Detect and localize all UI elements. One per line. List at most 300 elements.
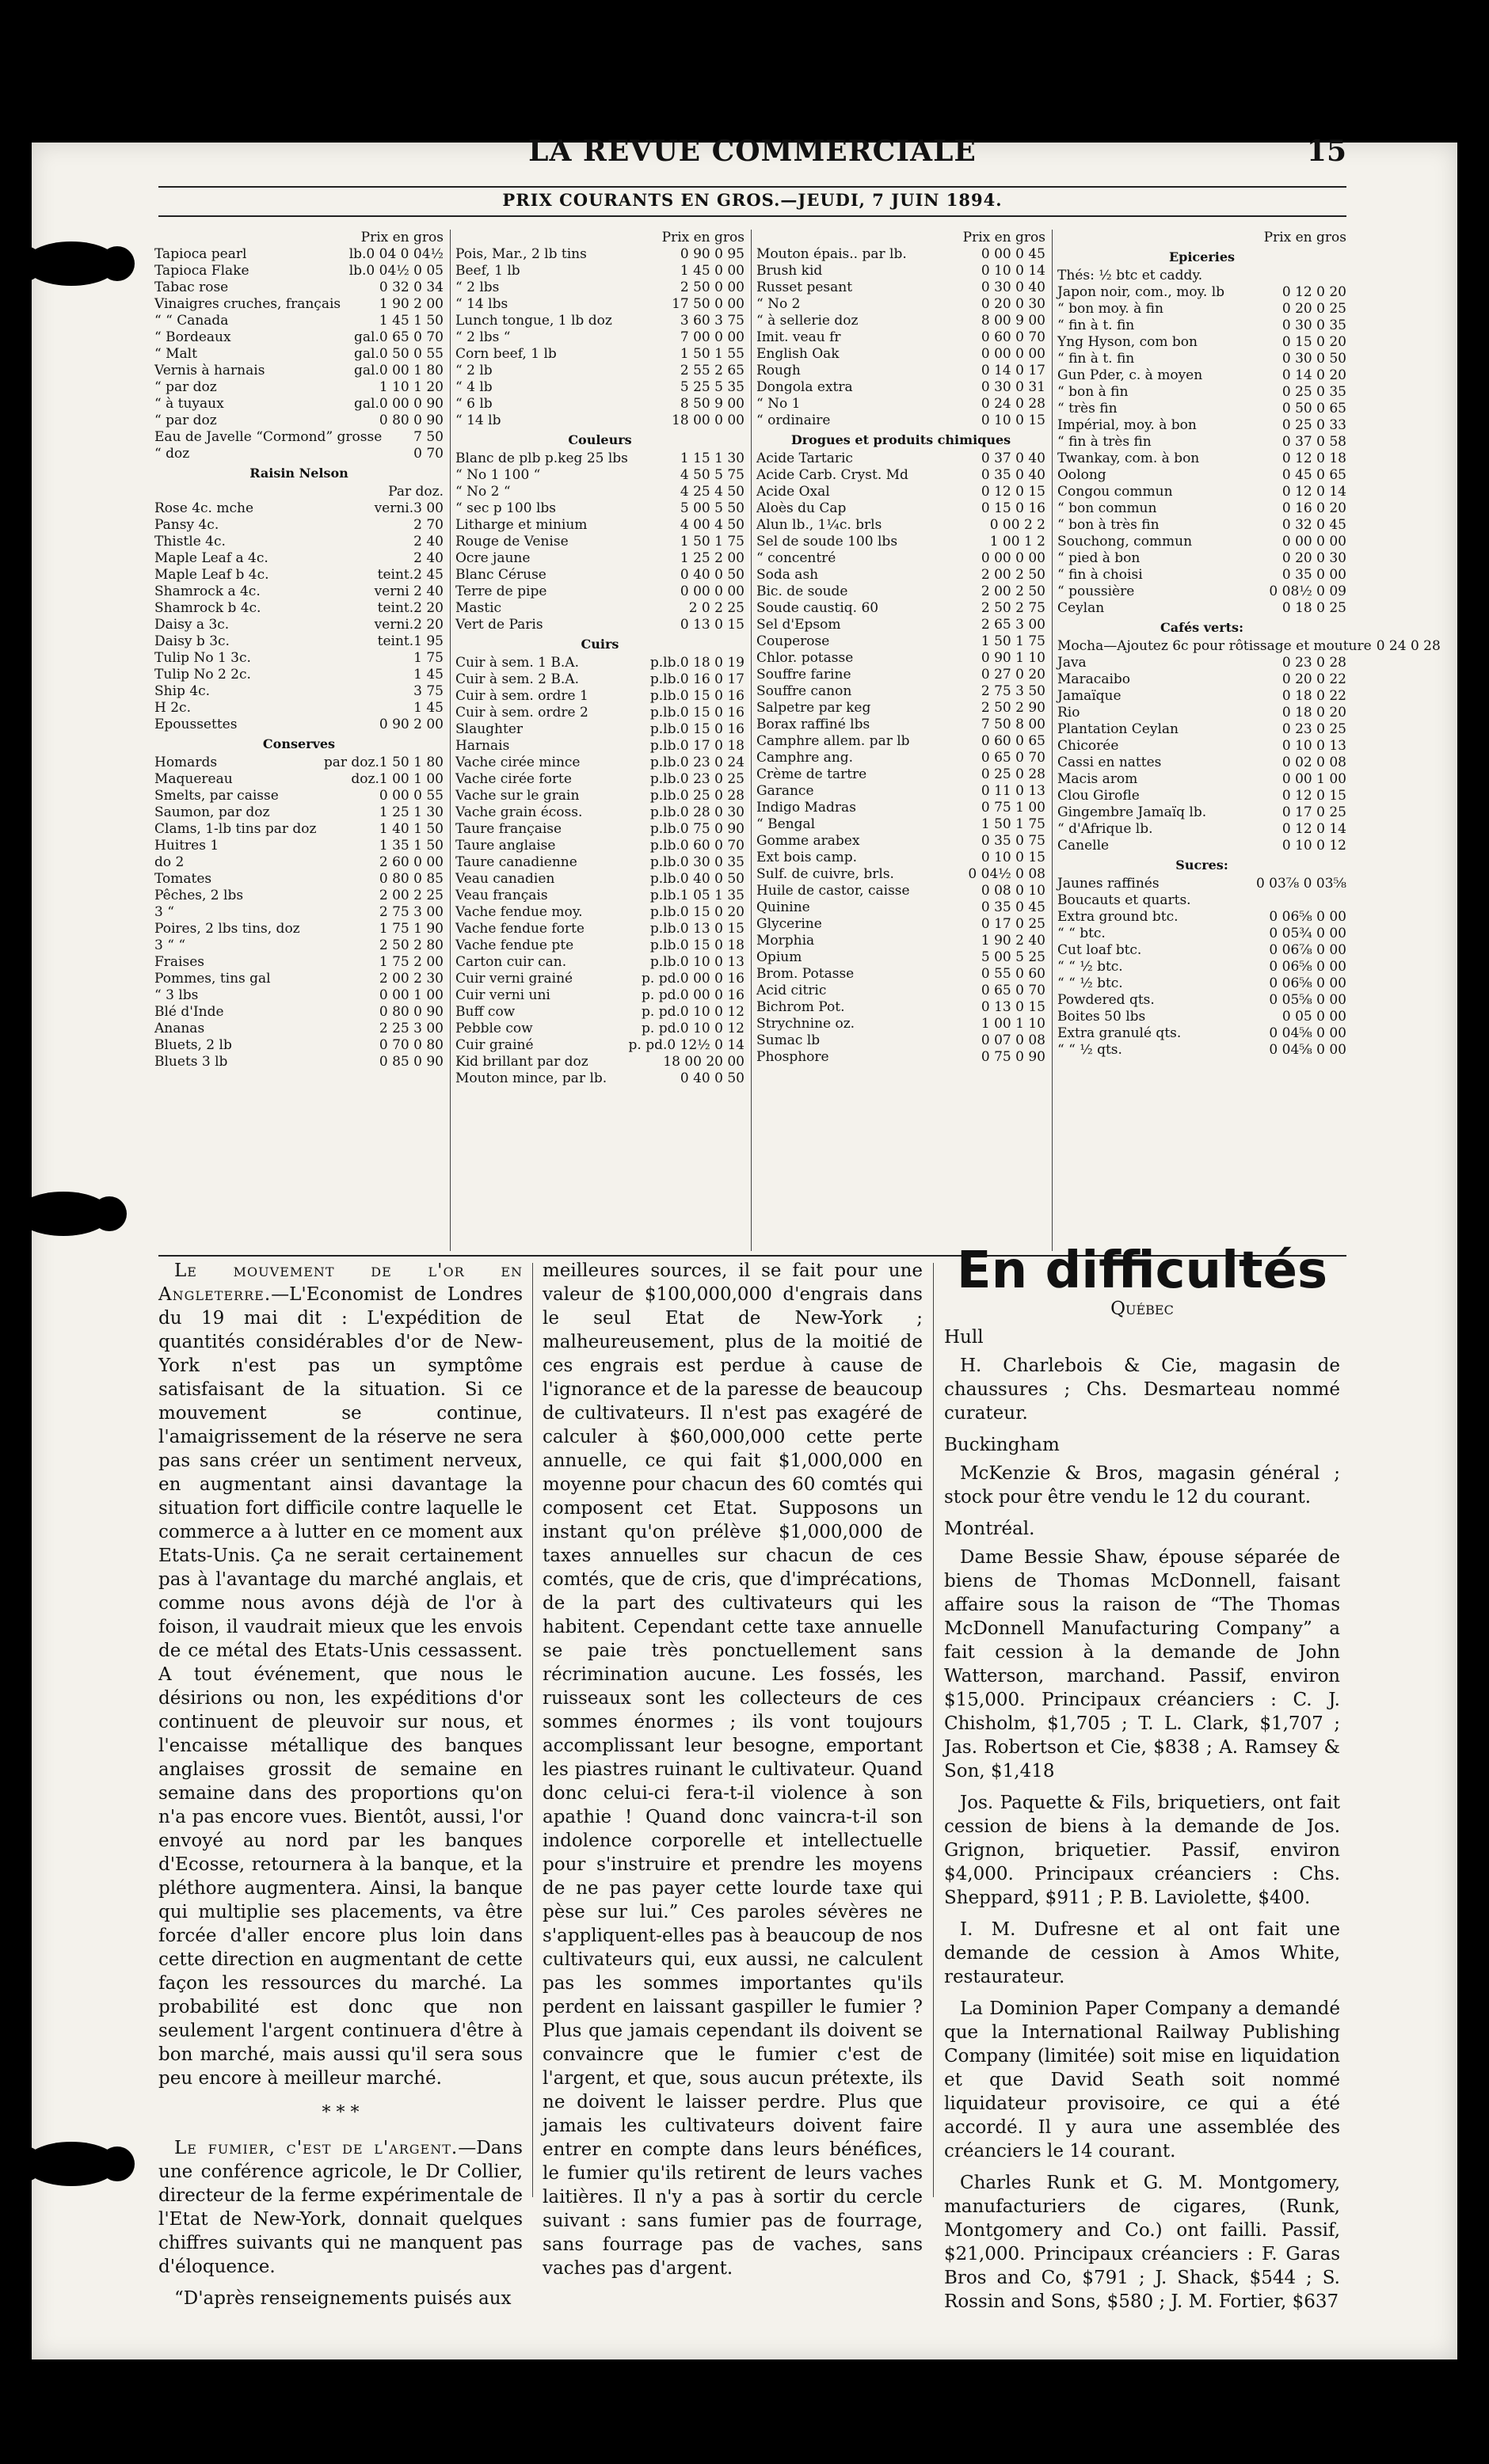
price-item-value: 0 65 0 70 [981, 983, 1045, 998]
price-item-name: Chlor. potasse [756, 650, 854, 666]
price-row [154, 788, 444, 804]
price-item-value: 0 80 0 90 [379, 1004, 444, 1020]
price-row [154, 263, 444, 279]
price-item-name: Indigo Madras [756, 800, 856, 816]
price-item-value: 0 70 [413, 446, 444, 462]
price-row [1057, 771, 1346, 788]
price-item-value: 0 70 0 80 [379, 1037, 444, 1053]
price-item-value: 17 50 0 00 [672, 296, 744, 312]
price-item-value: p.lb.0 28 0 30 [649, 804, 744, 820]
price-item-name: Vache grain écoss. [455, 804, 583, 820]
price-row [455, 688, 744, 705]
price-column-header: Prix en gros [360, 230, 444, 245]
price-item-name: Cut loaf btc. [1057, 942, 1142, 958]
price-item-value: 2 00 2 25 [379, 888, 444, 903]
price-item-name: Taure française [455, 821, 562, 837]
section-stars: * * * [322, 2103, 360, 2123]
price-row [455, 771, 744, 788]
price-item-name: “ 6 lb [455, 396, 493, 412]
price-item-name: Twankay, com. à bon [1057, 451, 1200, 466]
price-item-value: 0 12 0 20 [1281, 284, 1346, 300]
price-row [756, 683, 1045, 700]
price-item-name: “ “ ½ qts. [1057, 1042, 1122, 1058]
price-item-value: 0 12 0 15 [981, 484, 1045, 500]
price-item-name: Jamaïque [1057, 688, 1122, 704]
price-item-value: 2 40 [413, 550, 444, 566]
price-item-value: 0 24 0 28 [1376, 638, 1441, 654]
price-item-value: 2 75 3 00 [379, 904, 444, 920]
price-item-value: 0 80 0 90 [379, 413, 444, 428]
price-item-name: Daisy a 3c. [154, 617, 230, 633]
price-item-name: Tabac rose [154, 279, 229, 295]
price-item-value: 0 12 0 14 [1281, 821, 1346, 837]
price-row [1057, 517, 1346, 534]
price-item-name: English Oak [756, 346, 840, 362]
price-row [1057, 484, 1346, 500]
price-row [455, 467, 744, 484]
price-row [1057, 318, 1346, 334]
price-item-name: Extra ground btc. [1057, 909, 1179, 925]
price-item-value: 1 90 2 40 [981, 933, 1045, 949]
price-item-value: 0 35 0 75 [981, 833, 1045, 849]
price-item-value: 0 18 0 25 [1281, 600, 1346, 616]
price-row [154, 446, 444, 462]
price-row [1057, 284, 1346, 301]
price-item-name: Blanc de plb p.keg 25 lbs [455, 451, 628, 466]
price-row [1057, 705, 1346, 721]
price-item-name: Vache fendue moy. [455, 904, 583, 920]
price-item-name: Sel d'Epsom [756, 617, 841, 633]
price-section-title: Couleurs [568, 432, 632, 447]
price-item-name: “ par doz [154, 379, 217, 395]
price-item-name: Acid citric [756, 983, 827, 998]
price-item-value: 2 55 2 65 [680, 363, 744, 378]
price-item-value: 0 16 0 20 [1281, 500, 1346, 516]
price-item-value: p.lb.0 15 0 16 [649, 688, 744, 704]
price-item-value: p.lb.0 40 0 50 [649, 871, 744, 887]
price-item-name: Gingembre Jamaïq lb. [1057, 804, 1207, 820]
price-row [154, 771, 444, 788]
price-item-value: 2 50 0 00 [680, 279, 744, 295]
price-item-name: “ 2 lb [455, 363, 493, 378]
article-manure-body: —Dans une conférence agricole, le Dr Collier, directeur de la ferme expérimentale de l'Etat de New-York, donnait quelques chiffres suivants qui ne manquent pas d'éloquence. [158, 2138, 523, 2277]
price-item-value: 0 85 0 90 [379, 1054, 444, 1070]
price-row [1057, 788, 1346, 804]
article-gold-body: —L'Economist de Londres du 19 mai dit : L'expédition de quantités considérables d'or de New-York n'est pas un symptôme satisfaisant de la situation. Si ce mouvement se continue, l'amaigrissement de la réserve ne sera pas sans créer un sentiment nerveux, en augmentant ainsi davantage la situation fort difficile contre laquelle le commerce a à lutter en ce moment aux Etats-Unis. Ça ne serait certainement pas à l'avantage du marché anglais, et comme nous avons déjà de l'or à foison, il vaudrait mieux que les envois de ce métal des Etats-Unis cessassent. A tout événement, que nous le désirions ou non, les expéditions d'or continuent de pleuvoir sur nous, et l'encaisse métallique des banques anglaises grossit de semaine en semaine dans des proportions qu'on n'a pas encore vues. Bientôt, aussi, l'or envoyé au nord par les banques d'Ecosse, retournera à la banque, et la pléthore augmentera. Ainsi, la banque qui multiplie ses placements, va être forcée d'aller encore plus loin dans cette direction en augmentant de cette façon les ressources du marché. La probabilité est donc que non seulement l'argent continuera d'être à bon marché, mais aussi qu'il sera sous peu encore à meilleur marché. [158, 1284, 523, 2089]
price-item-value: 0 60 0 65 [981, 733, 1045, 749]
price-item-value: 5 00 5 25 [981, 949, 1045, 965]
price-row [154, 584, 444, 600]
price-row [455, 363, 744, 379]
price-item-name: Cuir grainé [455, 1037, 534, 1053]
price-item-value: 1 25 2 00 [680, 550, 744, 566]
price-row [756, 667, 1045, 683]
price-item-value: 0 90 1 10 [981, 650, 1045, 666]
price-item-value: lb.0 04 0 04½ [348, 246, 444, 262]
price-row [756, 534, 1045, 550]
price-item-name: Ceylan [1057, 600, 1105, 616]
price-item-name: Tapioca pearl [154, 246, 247, 262]
price-item-name: Taure anglaise [455, 838, 556, 854]
price-item-name: Cassi en nattes [1057, 755, 1162, 770]
price-item-name: Maracaibo [1057, 671, 1131, 687]
price-item-value: verni 2 40 [374, 584, 444, 599]
price-item-name: H 2c. [154, 700, 191, 716]
price-item-name: Cuir à sem. 1 B.A. [455, 655, 579, 671]
price-item-value: 0 25 0 35 [1281, 384, 1346, 400]
article-manure-continued [543, 1259, 923, 2288]
price-row [756, 916, 1045, 933]
price-item-name: Pommes, tins gal [154, 971, 271, 987]
price-item-value: p.lb.0 15 0 18 [649, 937, 744, 953]
price-row [154, 246, 444, 263]
price-item-value: 2 50 2 90 [981, 700, 1045, 716]
price-item-name: Vache cirée mince [455, 755, 581, 770]
price-item-value: 0 50 0 65 [1281, 401, 1346, 416]
price-item-name: “ bon à fin [1057, 384, 1129, 400]
price-item-value: p.lb.0 16 0 17 [649, 671, 744, 687]
page-title: LA REVUE COMMERCIALE [528, 135, 977, 168]
price-item-name: Kid brillant par doz [455, 1054, 588, 1070]
price-item-name: “ 3 lbs [154, 987, 199, 1003]
price-item-name: Powdered qts. [1057, 992, 1155, 1008]
price-item-value: 2 50 2 80 [379, 937, 444, 953]
price-item-value: p.lb.1 05 1 35 [649, 888, 744, 903]
price-row [756, 346, 1045, 363]
price-item-value: p.lb.0 30 0 35 [649, 854, 744, 870]
price-item-value: 0 00 0 00 [1281, 534, 1346, 549]
price-item-name: Tomates [154, 871, 212, 887]
price-item-value: 5 00 5 50 [680, 500, 744, 516]
price-row [756, 550, 1045, 567]
price-row [455, 600, 744, 617]
price-item-value: 0 03⅞ 0 03⅝ [1255, 876, 1346, 892]
price-row [154, 971, 444, 987]
price-item-name: Ext bois camp. [756, 850, 857, 865]
price-item-name [154, 484, 383, 500]
price-row [1057, 1025, 1346, 1042]
price-item-name: Japon noir, com., moy. lb [1057, 284, 1225, 300]
price-item-name: “ par doz [154, 413, 217, 428]
price-item-value: p.lb.0 75 0 90 [649, 821, 744, 837]
price-row [1057, 1009, 1346, 1025]
price-item-value: 0 10 0 13 [1281, 738, 1346, 754]
difficultes-column [944, 1242, 1340, 2321]
price-item-value: 0 20 0 30 [1281, 550, 1346, 566]
price-item-name: “ “ ½ btc. [1057, 975, 1123, 991]
price-item-name: “ 14 lbs [455, 296, 508, 312]
price-item-value: 4 50 5 75 [680, 467, 744, 483]
price-item-value: 3 75 [413, 683, 444, 699]
price-item-value: 2 00 2 50 [981, 567, 1045, 583]
price-item-value: 0 32 0 34 [379, 279, 444, 295]
price-item-name: “ Bengal [756, 816, 816, 832]
page-header [158, 127, 1346, 182]
price-item-name: “ No 2 [756, 296, 801, 312]
price-item-value: p. pd.0 10 0 12 [642, 1004, 744, 1020]
price-item-name: Camphre ang. [756, 750, 854, 766]
price-item-name: Crème de tartre [756, 766, 867, 782]
price-item-value: 0 20 0 22 [1281, 671, 1346, 687]
difficultes-city: Hull [944, 1327, 984, 1348]
price-section-title: Epiceries [1168, 249, 1236, 264]
price-row [154, 888, 444, 904]
price-item-value: 1 00 1 2 [989, 534, 1045, 549]
price-item-name: Gun Pder, c. à moyen [1057, 367, 1203, 383]
price-row [756, 296, 1045, 313]
price-row [455, 329, 744, 346]
difficultes-entry: La Dominion Paper Company a demandé que la International Railway Publishing Company (limitée) soit mise en liquidation et que David Seath soit nommé liquidateur provisoire, ce qui a été accordé. Il y aura une assemblée des créanciers le 14 courant. [944, 1998, 1340, 2162]
price-item-name: “ fin à très fin [1057, 434, 1152, 450]
price-item-name: Tapioca Flake [154, 263, 249, 279]
price-row [154, 617, 444, 633]
price-item-name: “ bon moy. à fin [1057, 301, 1163, 317]
price-item-value: p.lb.0 18 0 19 [649, 655, 744, 671]
price-item-name: Chicorée [1057, 738, 1119, 754]
price-item-value: 2 65 3 00 [981, 617, 1045, 633]
price-row [1057, 975, 1346, 992]
price-item-name: Java [1057, 655, 1087, 671]
price-item-value: 1 50 1 75 [981, 633, 1045, 649]
price-item-value: 0 40 0 50 [680, 1070, 744, 1086]
article-manure-lead: “D'après renseignements puisés aux [174, 2288, 512, 2309]
price-row [154, 821, 444, 838]
price-row [1057, 451, 1346, 467]
price-item-name: “ ordinaire [756, 413, 831, 428]
price-row [756, 983, 1045, 999]
price-row [154, 567, 444, 584]
article-gold-column [158, 1259, 523, 2318]
price-item-value: 0 80 0 85 [379, 871, 444, 887]
price-item-name: “ fin à t. fin [1057, 318, 1135, 333]
price-item-value: 0 35 0 00 [1281, 567, 1346, 583]
price-item-value: 7 00 0 00 [680, 329, 744, 345]
price-item-name: Pêches, 2 lbs [154, 888, 244, 903]
price-row [1057, 909, 1346, 926]
price-item-value: 0 20 0 30 [981, 296, 1045, 312]
price-item-value: 0 75 0 90 [981, 1049, 1045, 1065]
price-item-name: “ à tuyaux [154, 396, 224, 412]
price-row [1057, 268, 1346, 284]
price-item-value: 1 40 1 50 [379, 821, 444, 837]
price-item-value: 0 25 0 33 [1281, 417, 1346, 433]
price-item-value: 4 25 4 50 [680, 484, 744, 500]
price-row [154, 854, 444, 871]
price-row [1057, 926, 1346, 942]
price-row [154, 363, 444, 379]
price-item-value: p.lb.0 15 0 16 [649, 705, 744, 721]
price-row [455, 296, 744, 313]
price-item-value: 0 00 0 55 [379, 788, 444, 804]
price-item-name: Buff cow [455, 1004, 516, 1020]
article-manure-continued-text: meilleures sources, il se fait pour une valeur de $100,000,000 d'engrais dans le seul Etat de New-York ; malheureusement, plus de la moitié de ces engrais est perdue à cause de l'ignorance et de la paresse de beaucoup de cultivateurs. Il n'est pas exagéré de calculer à $60,000,000 cette perte annuelle, ce qui fait $1,000,000 en moyenne pour chacun des 60 comtés qui composent cet Etat. Supposons un instant qu'on prélève $1,000,000 de taxes annuelles sur chacun de ces comtés, que de cris, que d'imprécations, de la part des cultivateurs qui les habitent. Cependant cette taxe annuelle se paie très ponctuellement sans récrimination aucune. Les fossés, les ruisseaux sont les collecteurs de ces sommes énormes ; ils vont toujours accomplissant leur besogne, emportant les piastres ruinant le cultivateur. Quand donc celui-ci fera-t-il violence à son apathie ! Quand donc vaincra-t-il son indolence corporelle et intellectuelle pour s'instruire et prendre les moyens de ne pas payer cette lourde taxe qui pèse sur lui.” Ces paroles sévères ne s'appliquent-elles pas à beaucoup de nos cultivateurs qui, eux aussi, ne calculent pas les sommes importantes qu'ils perdent en laissant gaspiller le fumier ? Plus que jamais cependant ils doivent se convaincre que le fumier c'est de l'argent, et que, sous aucun prétexte, ils ne doivent le laisser perdre. Plus que jamais les cultivateurs doivent faire entrer en compte dans leurs bénéfices, le fumier qu'ils retirent de leurs vaches laitières. Il n'y a pas à sortir du cercle suivant : sans fumier pas de fourrage, sans fourrage pas de vaches, sans vaches pas d'argent. [543, 1261, 923, 2279]
price-item-name: Vache cirée forte [455, 771, 572, 787]
price-row [756, 1016, 1045, 1032]
price-item-name: Fraises [154, 954, 205, 970]
price-row [1057, 567, 1346, 584]
price-item-value: 0 25 0 28 [981, 766, 1045, 782]
price-item-value: 1 45 [413, 700, 444, 716]
price-row [756, 413, 1045, 429]
price-row [1057, 838, 1346, 854]
price-row [154, 683, 444, 700]
price-item-value: gal.0 65 0 70 [354, 329, 444, 345]
price-item-value: 0 75 1 00 [981, 800, 1045, 816]
price-row [154, 534, 444, 550]
price-item-name: Impérial, moy. à bon [1057, 417, 1197, 433]
price-item-value: 1 50 1 75 [981, 816, 1045, 832]
price-item-name: “ 2 lbs “ [455, 329, 511, 345]
price-row [756, 700, 1045, 717]
price-item-value [1342, 892, 1346, 909]
price-row [154, 1004, 444, 1021]
price-row [455, 279, 744, 296]
price-item-value: 0 90 0 95 [680, 246, 744, 262]
price-item-name: Mouton épais.. par lb. [756, 246, 907, 262]
price-row [1057, 334, 1346, 351]
price-row [455, 971, 744, 987]
price-row [154, 313, 444, 329]
price-item-value: 3 60 3 75 [680, 313, 744, 329]
price-row [455, 1037, 744, 1054]
price-item-value: 0 14 0 17 [981, 363, 1045, 378]
price-item-name: Bic. de soude [756, 584, 848, 599]
price-item-value: 0 04⅝ 0 00 [1269, 1025, 1346, 1041]
price-row [756, 313, 1045, 329]
price-item-value: 0 60 0 70 [981, 329, 1045, 345]
price-row [1057, 301, 1346, 318]
price-row [455, 413, 744, 429]
price-item-value: 1 90 2 00 [379, 296, 444, 312]
price-row [1057, 892, 1346, 909]
price-column-4 [1057, 230, 1441, 1251]
price-row [1057, 671, 1346, 688]
price-item-name: “ “ Canada [154, 313, 229, 329]
price-item-value: 0 05⅝ 0 00 [1269, 992, 1346, 1008]
price-item-name: “ Malt [154, 346, 197, 362]
price-item-name: Litharge et minium [455, 517, 588, 533]
price-item-name: Brush kid [756, 263, 823, 279]
price-row [455, 954, 744, 971]
price-column-1 [154, 230, 444, 1251]
price-item-value: p. pd.0 00 0 16 [642, 971, 744, 987]
price-item-name: Camphre allem. par lb [756, 733, 910, 749]
price-row [1057, 584, 1346, 600]
price-row [154, 937, 444, 954]
price-item-value: 18 00 20 00 [663, 1054, 744, 1070]
price-item-value: 1 75 [413, 650, 444, 666]
header-rule [158, 186, 1346, 188]
price-item-name: Pebble cow [455, 1021, 533, 1036]
price-item-value: 0 05 0 00 [1281, 1009, 1346, 1025]
price-row [756, 883, 1045, 899]
price-row [1057, 1042, 1346, 1059]
price-row [154, 396, 444, 413]
price-row [756, 816, 1045, 833]
column-divider [532, 1263, 533, 2197]
price-item-name: Glycerine [756, 916, 822, 932]
price-item-name: “ fin à t. fin [1057, 351, 1135, 367]
price-item-name: “ No 2 “ [455, 484, 511, 500]
price-item-value: 1 75 1 90 [379, 921, 444, 937]
price-row [1057, 500, 1346, 517]
price-item-name: Vert de Paris [455, 617, 543, 633]
price-row [154, 838, 444, 854]
price-row [154, 755, 444, 771]
price-row [154, 1037, 444, 1054]
price-item-name: Slaughter [455, 721, 524, 737]
price-row [756, 717, 1045, 733]
price-row [756, 584, 1045, 600]
price-row [455, 246, 744, 263]
price-item-name: Cuir à sem. ordre 1 [455, 688, 588, 704]
price-item-name: Saumon, par doz [154, 804, 270, 820]
price-row [154, 904, 444, 921]
price-item-value: 0 90 2 00 [379, 717, 444, 732]
price-row [455, 500, 744, 517]
price-row [756, 933, 1045, 949]
price-item-name: “ “ btc. [1057, 926, 1106, 941]
price-row [756, 966, 1045, 983]
price-row [455, 617, 744, 633]
price-item-value: 1 50 1 75 [680, 534, 744, 549]
price-item-value: gal.0 50 0 55 [354, 346, 444, 362]
price-item-name: “ “ ½ btc. [1057, 959, 1123, 975]
price-row [455, 671, 744, 688]
price-item-value: 0 18 0 20 [1281, 705, 1346, 721]
price-item-name: Rouge de Venise [455, 534, 569, 549]
price-row [455, 738, 744, 755]
price-item-value: 7 50 [413, 429, 444, 445]
price-item-value: Par doz. [388, 484, 444, 500]
price-row [756, 363, 1045, 379]
price-item-value: 0 10 0 15 [981, 413, 1045, 428]
price-row [1057, 434, 1346, 451]
price-row [455, 346, 744, 363]
price-row [154, 633, 444, 650]
price-item-name: Alun lb., 1¼c. brls [756, 517, 882, 533]
price-item-name: “ 14 lb [455, 413, 501, 428]
price-item-name: 3 “ “ [154, 937, 186, 953]
price-item-value: 2 70 [413, 517, 444, 533]
price-row [154, 650, 444, 667]
price-item-value: p.lb.0 13 0 15 [649, 921, 744, 937]
price-item-value: p.lb.0 10 0 13 [649, 954, 744, 970]
price-item-value: 0 07 0 08 [981, 1032, 1045, 1048]
price-row [154, 921, 444, 937]
difficultes-entry: McKenzie & Bros, magasin général ; stock pour être vendu le 12 du courant. [944, 1463, 1340, 1508]
price-row [154, 329, 444, 346]
price-item-value: 0 30 0 35 [1281, 318, 1346, 333]
price-item-name: Ananas [154, 1021, 205, 1036]
price-row [1057, 367, 1346, 384]
price-item-value: 0 27 0 20 [981, 667, 1045, 683]
price-item-name: Boites 50 lbs [1057, 1009, 1146, 1025]
price-row [756, 949, 1045, 966]
price-row [756, 451, 1045, 467]
price-item-name: Smelts, par caisse [154, 788, 279, 804]
price-item-value: p.lb.0 15 0 20 [649, 904, 744, 920]
price-item-name: Plantation Ceylan [1057, 721, 1179, 737]
price-row [154, 413, 444, 429]
price-item-name: Vinaigres cruches, français [154, 296, 341, 312]
price-row [154, 667, 444, 683]
price-row [455, 921, 744, 937]
price-row [1057, 959, 1346, 975]
price-item-name: Vernis à harnais [154, 363, 265, 378]
price-row [154, 279, 444, 296]
price-item-name: Phosphore [756, 1049, 829, 1065]
